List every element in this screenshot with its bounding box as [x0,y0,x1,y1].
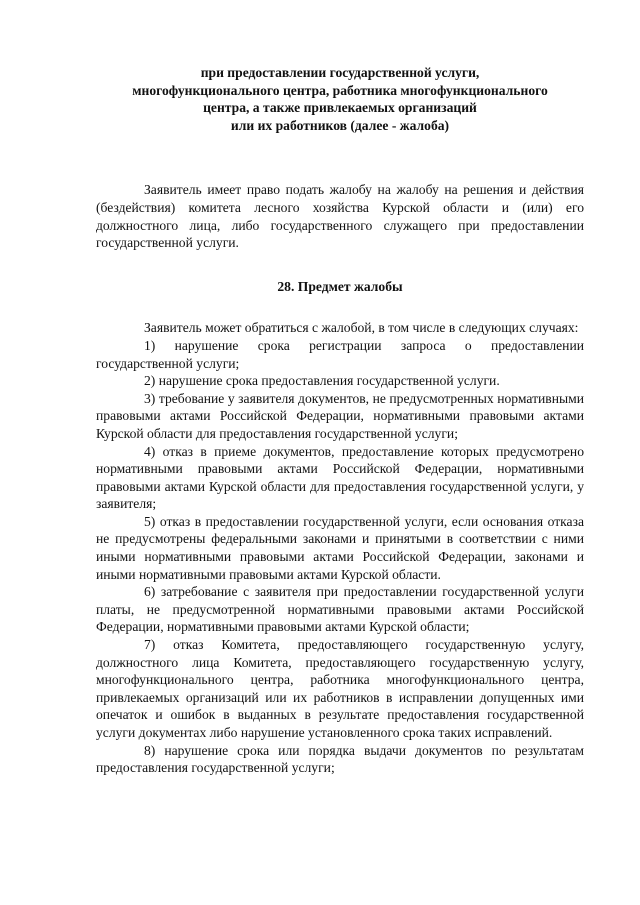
spacer [96,252,584,278]
list-item: 8) нарушение срока или порядка выдачи документов по результатам предоставления государственной услуги; [96,742,584,776]
list-item: 2) нарушение срока предоставления государственной услуги. [144,373,500,389]
spacer [96,295,584,319]
section-lead: Заявитель может обратиться с жалобой, в том числе в следующих случаях: [144,320,579,336]
document-heading [96,64,584,134]
list-item: 3) требование у заявителя документов, не предусмотренных нормативными правовыми актами Российской Федерации, нормативными правовыми актами Курской области для предоставления государственной услуги; [96,390,584,441]
heading-line: центра, а также привлекаемых организаций [203,100,477,116]
list-item: 6) затребование с заявителя при предоставлении государственной услуги платы, не предусмотренной нормативными правовыми актами Российской Федерации, нормативными правовыми актами Курской области; [96,584,584,635]
heading-line: многофункционального центра, работника многофункционального [132,82,548,98]
list-item: 1) нарушение срока регистрации запроса о предоставлении государственной услуги; [96,337,584,371]
heading-line: при предоставлении государственной услуги, [200,65,480,80]
list-item: 4) отказ в приеме документов, предоставление которых предусмотрено нормативными правовыми актами Российской Федерации, нормативными правовыми актами Курской области для предоставления государственной услуги, у заявителя; [96,443,584,512]
list-item: 5) отказ в предоставлении государственной услуги, если основания отказа не предусмотрены федеральными законами и принятыми в соответствии с ними иными нормативными правовыми актами Российской Федерации, законами и иными нормативными правовыми актами Курской области. [96,513,584,582]
spacer [96,134,584,181]
heading-line: или их работников (далее - жалоба) [230,117,450,133]
list-item: 7) отказ Комитета, предоставляющего государственную услугу, должностного лица Комитета, предоставляющего государственную услугу, многофункционального центра, работника многофункционального центра, привлекаемых организаций или их работников в исправлении допущенных ими опечаток и ошибок в выданных в результате предоставления государственной услуги документах либо нарушение установленного срока таких исправлений. [96,637,584,740]
intro-paragraph: Заявитель имеет право подать жалобу на жалобу на решения и действия (бездействия) комитета лесного хозяйства Курской области и (или) его должностного лица, либо государственного служащего при предоставлении государственной услуги. [96,182,584,251]
document-page [96,64,584,777]
section-title: 28. Предмет жалобы [277,278,403,294]
